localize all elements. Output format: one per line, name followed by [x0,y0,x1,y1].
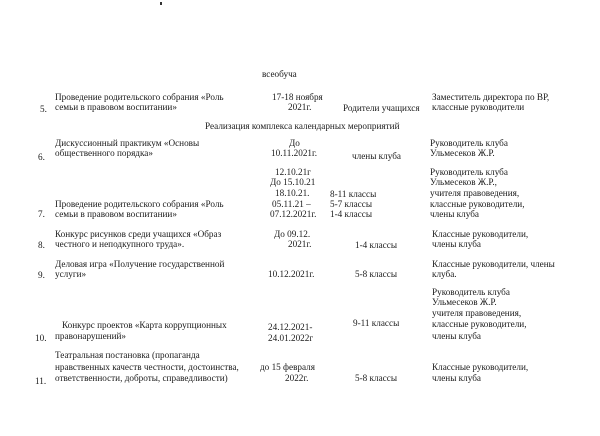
date-cell: 05.11.21 – [272,199,311,209]
responsible-cell: классные руководители, [430,199,525,209]
date-cell: 2022г. [285,373,309,383]
responsible-cell: классные руководители, [432,319,527,329]
participants-cell: 8-11 классы [330,189,377,199]
responsible-cell: Ульмесеков Ж.Р. [432,297,497,307]
event-cell: Дискуссионный практикум «Основы [55,138,200,148]
responsible-cell: Ульмесеков Ж.Р., [430,177,497,187]
event-cell: Деловая игра «Получение государственной [55,259,225,269]
date-cell: 12.10.21г [275,167,311,177]
row-number: 10. [35,333,47,343]
event-cell: общественного порядка» [55,148,153,158]
event-cell: правонарушений» [55,331,127,341]
event-cell: нравственных качеств честности, достоинства, [55,362,239,372]
event-cell: ответственности, доброты, справедливости) [55,373,228,383]
responsible-cell: Классные руководители, члены [432,259,555,269]
event-cell: честного и неподкупного труда». [55,239,185,249]
responsible-cell: клуба. [432,269,457,279]
responsible-cell: Руководитель клуба [432,287,510,297]
event-cell: Конкурс проектов «Карта коррупционных [62,320,227,330]
responsible-cell: члены клуба [432,373,481,383]
date-cell: 2021г. [288,102,312,112]
date-cell: 17-18 ноября [272,92,323,102]
participants-cell: 1-4 классы [355,240,397,250]
row-number: 5. [40,104,47,114]
top-caption: всеобуча [262,69,297,79]
scan-mark [160,2,162,5]
date-cell: До [289,138,300,148]
participants-cell: 5-7 классы [330,199,372,209]
participants-cell: 9-11 классы [353,318,400,328]
responsible-cell: члены клуба [432,239,481,249]
row-number: 8. [38,240,45,250]
responsible-cell: члены клуба [432,331,481,341]
date-cell: 10.11.2021г. [271,148,318,158]
participants-cell: 1-4 классы [330,209,372,219]
responsible-cell: учителя правоведения, [432,308,522,318]
date-cell: 18.10.21. [275,188,310,198]
row-number: 11. [35,376,47,386]
row-number: 9. [38,270,45,280]
responsible-cell: Ульмесеков Ж.Р. [430,148,495,158]
responsible-cell: Классные руководители, [432,229,529,239]
row-number: 7. [38,209,45,219]
responsible-cell: учителя правоведения, [430,188,520,198]
date-cell: 24.12.2021- [268,322,313,332]
participants-cell: 5-8 классы [355,373,397,383]
event-cell: Проведение родительского собрания «Роль [55,92,224,102]
responsible-cell: Руководитель клуба [430,138,508,148]
date-cell: до 15 февраля [260,362,315,372]
event-cell: Театральная постановка (пропаганда [55,350,200,360]
event-cell: семьи в правовом воспитании» [55,102,177,112]
responsible-cell: Руководитель клуба [430,167,508,177]
responsible-cell: члены клуба [430,209,479,219]
event-cell: Конкурс рисунков среди учащихся «Образ [55,229,222,239]
section-title: Реализация комплекса календарных мероприятий [205,121,400,131]
participants-cell: члены клуба [352,151,401,161]
date-cell: 24.01.2022г [268,333,314,343]
participants-cell: Родители учащихся [343,103,420,113]
event-cell: услуги» [55,269,87,279]
date-cell: До 09.12. [274,229,311,239]
responsible-cell: Заместитель директора по ВР, [432,92,550,102]
date-cell: 2021г. [288,239,312,249]
event-cell: Проведение родительского собрания «Роль [55,199,224,209]
responsible-cell: Классные руководители, [432,362,529,372]
date-cell: До 15.10.21 [270,177,316,187]
event-cell: семьи в правовом воспитании» [55,209,177,219]
date-cell: 07.12.2021г. [270,209,317,219]
responsible-cell: классные руководители [432,102,525,112]
row-number: 6. [38,152,45,162]
participants-cell: 5-8 классы [355,269,397,279]
date-cell: 10.12.2021г. [268,269,315,279]
